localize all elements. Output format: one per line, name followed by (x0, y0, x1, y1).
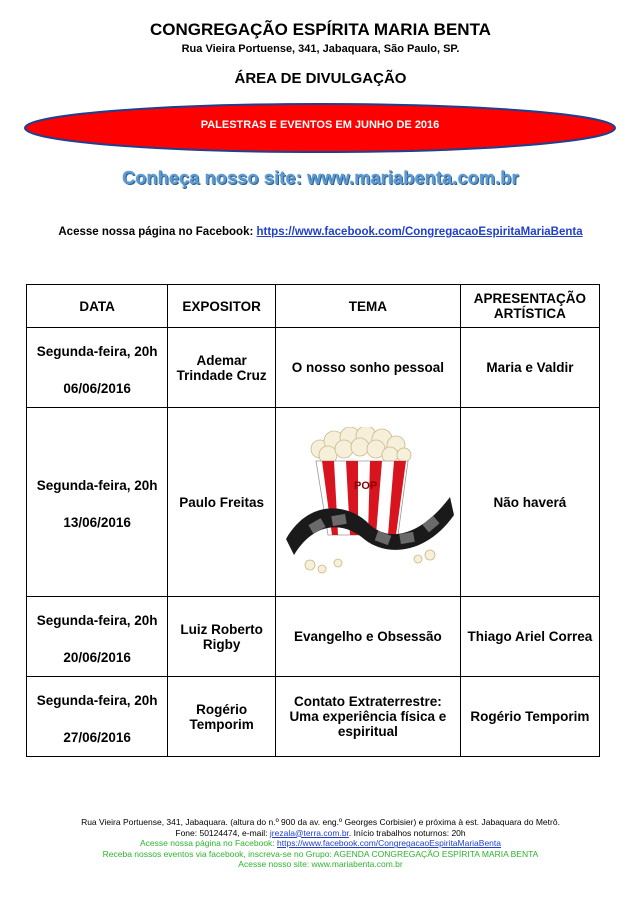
artist-cell: Maria e Valdir (460, 328, 599, 408)
address-line: Rua Vieira Portuense, 341, Jabaquara, São Paulo, SP. (181, 43, 460, 55)
header-data: DATA (27, 285, 168, 328)
event-date: 13/06/2016 (63, 515, 131, 530)
speaker-cell: Paulo Freitas (168, 408, 276, 597)
footer-phone: Fone: 50124474, e-mail: (175, 827, 270, 838)
artist-cell: Thiago Ariel Correa (460, 597, 599, 677)
facebook-link[interactable]: https://www.facebook.com/CongregacaoEspiritaMariaBenta (256, 226, 583, 238)
footer-group: Receba nossos eventos via facebook, inscreva-se no Grupo: AGENDA CONGREGAÇÃO ESPÍRITA MARIA BENTA (102, 848, 539, 859)
footer-contact (0, 828, 641, 839)
footer-site: Acesse nosso site: www.mariabenta.com.br (238, 859, 403, 870)
footer-hours: . Início trabalhos noturnos: 20h (348, 827, 466, 838)
weekday-time: Segunda-feira, 20h (36, 478, 158, 493)
site-banner: Conheça nosso site: www.mariabenta.com.br (122, 168, 519, 188)
footer-facebook-prefix: Acesse nossa página no Facebook: (140, 838, 278, 849)
event-date: 06/06/2016 (63, 380, 131, 396)
footer-facebook-link[interactable]: https://www.facebook.com/CongregacaoEspiritaMariaBenta (277, 838, 501, 849)
popcorn-film-icon (280, 427, 456, 577)
table-row (27, 408, 600, 597)
footer-facebook (0, 838, 641, 849)
weekday-time: Segunda-feira, 20h (36, 612, 158, 628)
facebook-line (0, 226, 641, 238)
weekday-time: Segunda-feira, 20h (36, 343, 158, 359)
table-header-row (27, 285, 600, 328)
date-cell (27, 328, 168, 408)
theme-cell: O nosso sonho pessoal (275, 328, 460, 408)
date-cell (27, 677, 168, 757)
artist-cell: Não haverá (460, 408, 599, 597)
page-title: CONGREGAÇÃO ESPÍRITA MARIA BENTA (150, 20, 491, 39)
facebook-prefix: Acesse nossa página no Facebook: (58, 226, 257, 238)
date-cell (27, 597, 168, 677)
table-row (27, 597, 600, 677)
theme-cell: Evangelho e Obsessão (275, 597, 460, 677)
theme-cell (275, 408, 460, 597)
speaker-cell: Rogério Temporim (168, 677, 276, 757)
header-expositor: EXPOSITOR (168, 285, 276, 328)
event-date: 27/06/2016 (63, 729, 131, 745)
theme-cell: Contato Extraterrestre: Uma experiência física e espiritual (275, 677, 460, 757)
table-row (27, 328, 600, 408)
footer-address: Rua Vieira Portuense, 341, Jabaquara. (altura do n.º 900 da av. eng.º Georges Corbisier) e próxima à est. Jabaquara do Metrô. (81, 817, 560, 827)
event-date: 20/06/2016 (63, 649, 131, 665)
banner-label: PALESTRAS E EVENTOS EM JUNHO DE 2016 (200, 119, 440, 131)
weekday-time: Segunda-feira, 20h (36, 692, 158, 708)
section-title: ÁREA DE DIVULGAÇÃO (234, 70, 407, 87)
artist-cell: Rogério Temporim (460, 677, 599, 757)
date-cell (27, 408, 168, 597)
svg-text:POP: POP (353, 480, 378, 492)
speaker-cell: Luiz Roberto Rigby (168, 597, 276, 677)
speaker-cell: Ademar Trindade Cruz (168, 328, 276, 408)
header-tema: TEMA (275, 285, 460, 328)
header-apresentacao: APRESENTAÇÃO ARTÍSTICA (460, 285, 599, 328)
footer (0, 817, 641, 870)
footer-email-link[interactable]: jrezala@terra.com.br (269, 827, 349, 838)
table-row (27, 677, 600, 757)
events-table (26, 284, 600, 757)
